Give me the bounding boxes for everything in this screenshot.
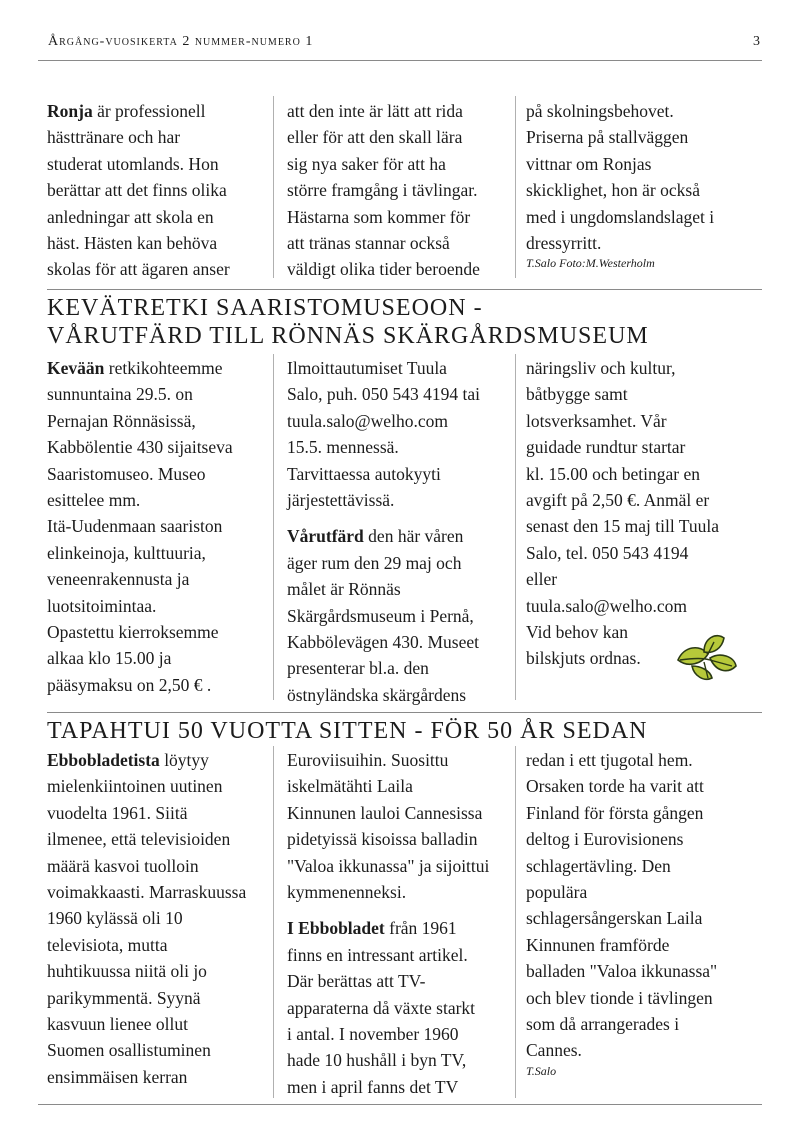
section-rule <box>47 289 762 290</box>
text-line: häst. Hästen kan behöva <box>47 233 218 254</box>
text-line: Orsaken torde ha varit att <box>526 776 704 797</box>
issue-header: Årgång-vuosikerta 2 nummer-numero 1 <box>48 34 314 49</box>
text-line: Kabbölevägen 430. Museet <box>287 632 479 653</box>
text-line: studerat utomlands. Hon <box>47 153 219 174</box>
lead-word: Vårutfärd <box>287 526 364 547</box>
text-line: den här våren <box>363 526 464 547</box>
text-line: och blev tionde i tävlingen <box>526 987 713 1008</box>
text-line: att den inte är lätt att rida <box>287 101 463 121</box>
intro-column-1 <box>47 98 269 283</box>
text-line: Saaristomuseo. Museo <box>47 463 206 484</box>
page-number: 3 <box>753 34 760 49</box>
lead-word: Ebbobladetista <box>47 750 160 770</box>
text-line: skicklighet, hon är också <box>526 180 700 201</box>
paragraph <box>47 355 269 381</box>
text-line: lotsverksamhet. Vår <box>526 410 667 431</box>
text-line: väldigt olika tider beroende <box>287 259 480 280</box>
text-line: voimakkaasti. Marraskuussa <box>47 882 247 903</box>
section2-column-2 <box>287 355 511 708</box>
text-line: apparaterna då växte starkt <box>287 997 476 1018</box>
text-line: "Valoa ikkunassa" ja sijoittui <box>287 855 490 876</box>
column-divider <box>273 746 274 1098</box>
text-line: avgift på 2,50 €. Anmäl er <box>526 490 710 511</box>
text-line: kymmenenneksi. <box>287 882 407 903</box>
text-line: retkikohteemme <box>104 358 223 378</box>
column-divider <box>273 96 274 278</box>
text-line: Euroviisuihin. Suosittu <box>287 750 449 770</box>
text-line: mielenkiintoinen uutinen <box>47 776 223 797</box>
text-line: Ilmoittautumiset Tuula <box>287 358 447 378</box>
text-line: Där berättas att TV- <box>287 971 426 992</box>
text-line: kasvuun lienee ollut <box>47 1014 188 1035</box>
text-line: presenterar bl.a. den <box>287 658 429 679</box>
text-line: elinkeinoja, kulttuuria, <box>47 542 206 563</box>
text-line: i antal. I november 1960 <box>287 1024 459 1045</box>
text-line: pääsymaksu on 2,50 € . <box>47 674 212 695</box>
text-line: på skolningsbehovet. <box>526 101 674 121</box>
text-line: määrä kasvoi tuolloin <box>47 855 199 876</box>
text-line: bilskjuts ordnas. <box>526 648 641 669</box>
text-line: berättar att det finns olika <box>47 180 227 201</box>
section-title: TAPAHTUI 50 VUOTTA SITTEN - FÖR 50 ÅR SEDAN <box>47 718 648 744</box>
text-line: men i april fanns det TV <box>287 1076 459 1097</box>
photo-credit: T.Salo Foto:M.Westerholm <box>526 256 655 271</box>
text-line: Opastettu kierroksemme <box>47 622 219 643</box>
text-line: sig nya saker för att ha <box>287 153 446 174</box>
section2-column-3 <box>526 355 764 672</box>
text-line: löytyy <box>159 750 209 770</box>
text-line: parikymmentä. Syynä <box>47 987 201 1008</box>
text-line: senast den 15 maj till Tuula <box>526 516 719 537</box>
text-line: östnyländska skärgårdens <box>287 684 467 705</box>
text-line: guidade rundtur startar <box>526 437 686 458</box>
text-line: näringsliv och kultur, <box>526 358 676 378</box>
text-line: ilmenee, että televisioiden <box>47 829 231 850</box>
text-line: vittnar om Ronjas <box>526 153 652 174</box>
paragraph-gap <box>287 905 511 915</box>
text-line: som då arrangerades i <box>526 1014 680 1035</box>
text-line: finns en intressant artikel. <box>287 944 468 965</box>
text-line: schlagertävling. Den <box>526 855 671 876</box>
text-line: Suomen osallistuminen <box>47 1040 211 1061</box>
text-line: balladen "Valoa ikkunassa" <box>526 961 718 982</box>
text-line: iskelmätähti Laila <box>287 776 413 797</box>
text-line: populära <box>526 882 588 903</box>
text-line: alkaa klo 15.00 ja <box>47 648 172 669</box>
text-line: 1960 kylässä oli 10 <box>47 908 183 929</box>
text-line: Pernajan Rönnäsissä, <box>47 410 196 431</box>
paragraph-gap <box>287 513 511 523</box>
column-divider <box>515 96 516 278</box>
text-line: Kinnunen lauloi Cannesissa <box>287 802 483 823</box>
lead-word: Kevään <box>47 358 105 378</box>
section2-column-1 <box>47 355 269 698</box>
text-line: är professionell <box>92 101 206 121</box>
paragraph <box>47 747 269 773</box>
header-rule <box>38 60 762 61</box>
text-line: hästtränare och har <box>47 127 181 148</box>
footer-rule <box>38 1104 762 1105</box>
section3-column-2 <box>287 747 511 1100</box>
paragraph <box>287 523 511 549</box>
text-line: målet är Rönnäs <box>287 579 401 600</box>
text-line: båtbygge samt <box>526 384 628 405</box>
text-line: hade 10 hushåll i byn TV, <box>287 1050 467 1071</box>
text-line: Cannes. <box>526 1040 582 1061</box>
text-line: redan i ett tjugotal hem. <box>526 750 693 770</box>
text-line: eller för att den skall lära <box>287 127 463 148</box>
text-line: veneenrakennusta ja <box>47 569 190 590</box>
author-credit: T.Salo <box>526 1063 557 1078</box>
text-line: att tränas stannar också <box>287 233 450 254</box>
text-line: äger rum den 29 maj och <box>287 552 462 573</box>
text-line: Kabbölentie 430 sijaitseva <box>47 437 233 458</box>
lead-word: I Ebbobladet <box>287 918 385 939</box>
text-line: huhtikuussa niitä oli jo <box>47 961 207 982</box>
intro-column-2 <box>287 98 511 283</box>
text-line: schlagersångerskan Laila <box>526 908 703 929</box>
text-line: kl. 15.00 och betingar en <box>526 463 700 484</box>
text-line: ensimmäisen kerran <box>47 1066 188 1087</box>
text-line: Skärgårdsmuseum i Pernå, <box>287 605 474 626</box>
leaf-ornament-icon <box>674 630 740 688</box>
text-line: järjestettävissä. <box>287 490 395 511</box>
text-line: luotsitoimintaa. <box>47 595 157 616</box>
text-line: tuula.salo@welho.com <box>526 595 687 616</box>
section3-column-1 <box>47 747 269 1090</box>
lead-word: Ronja <box>47 101 93 121</box>
column-divider <box>515 354 516 700</box>
column-divider <box>515 746 516 1098</box>
text-line: televisiota, mutta <box>47 934 168 955</box>
section-title-line-1: KEVÄTRETKI SAARISTOMUSEOON - <box>47 295 483 321</box>
text-line: Hästarna som kommer för <box>287 206 471 227</box>
section-title-line-2: VÅRUTFÄRD TILL RÖNNÄS SKÄRGÅRDSMUSEUM <box>47 323 649 349</box>
text-line: dressyrritt. <box>526 233 602 254</box>
text-line: anledningar att skola en <box>47 206 214 227</box>
text-line: Priserna på stallväggen <box>526 127 689 148</box>
text-line: Salo, puh. 050 543 4194 tai <box>287 384 480 405</box>
text-line: Vid behov kan <box>526 622 628 643</box>
text-line: pidetyissä kisoissa balladin <box>287 829 478 850</box>
text-line: vuodelta 1961. Siitä <box>47 802 188 823</box>
section3-column-3 <box>526 747 764 1078</box>
column-divider <box>273 354 274 700</box>
text-line: Itä-Uudenmaan saariston <box>47 516 223 537</box>
text-line: deltog i Eurovisionens <box>526 829 684 850</box>
section-rule <box>47 712 762 713</box>
text-line: Salo, tel. 050 543 4194 <box>526 542 689 563</box>
paragraph <box>287 915 511 941</box>
paragraph <box>47 98 269 124</box>
text-line: Kinnunen framförde <box>526 934 670 955</box>
text-line: större framgång i tävlingar. <box>287 180 478 201</box>
text-line: Tarvittaessa autokyyti <box>287 463 441 484</box>
text-line: Finland för första gången <box>526 802 704 823</box>
text-line: från 1961 <box>384 918 457 939</box>
text-line: skolas för att ägaren anser <box>47 259 230 280</box>
text-line: eller <box>526 569 558 590</box>
page-header <box>48 34 764 56</box>
intro-column-3 <box>526 98 764 270</box>
text-line: sunnuntaina 29.5. on <box>47 384 193 405</box>
text-line: tuula.salo@welho.com <box>287 410 448 431</box>
text-line: esittelee mm. <box>47 490 141 511</box>
text-line: 15.5. mennessä. <box>287 437 399 458</box>
text-line: med i ungdomslandslaget i <box>526 206 715 227</box>
